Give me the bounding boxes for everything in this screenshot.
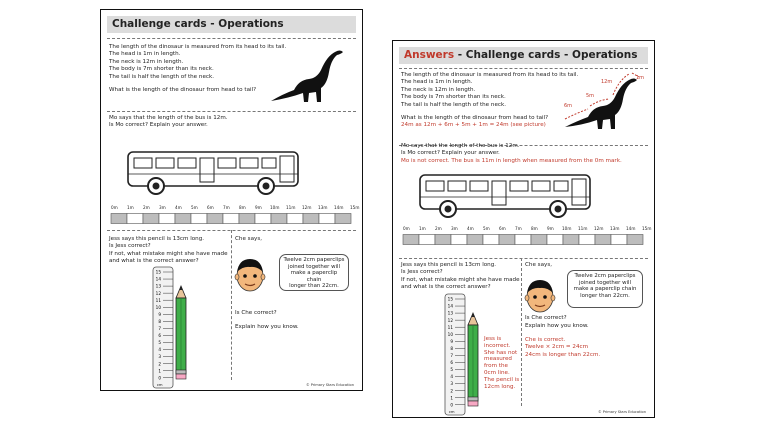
section-divider xyxy=(231,230,232,380)
boy-face-icon xyxy=(233,256,267,294)
ruler-label: 12m xyxy=(302,205,312,210)
ruler-cell xyxy=(287,214,303,224)
ruler-cell xyxy=(435,235,451,245)
ruler-cell xyxy=(515,235,531,245)
bus-text: Mo says that the length of the bus is 12m. Is Mo correct? Explain your answer. Mo is not correct. The bus is 11m in length when measured from the 0m mark. xyxy=(401,143,622,164)
cm-ruler-label: 4 xyxy=(450,374,453,380)
ruler-cell xyxy=(563,235,579,245)
ruler-label: 11m xyxy=(578,226,588,231)
ruler-cell xyxy=(207,214,223,224)
dinosaur-icon xyxy=(269,46,347,104)
pencil-icon xyxy=(175,286,187,380)
ruler-cell xyxy=(627,235,643,245)
ruler-label: 3m xyxy=(451,226,458,231)
bus-icon xyxy=(126,146,304,198)
ruler-cell xyxy=(271,214,287,224)
ruler-label: 7m xyxy=(515,226,522,231)
ruler-cell xyxy=(303,214,319,224)
ruler-label: 0m xyxy=(111,205,118,210)
cm-ruler-label: 13 xyxy=(447,310,453,316)
cm-ruler-label: 11 xyxy=(155,297,161,303)
ruler-label: 5m xyxy=(483,226,490,231)
cm-ruler-label: 3 xyxy=(450,381,453,387)
ruler-label: 1m xyxy=(419,226,426,231)
ruler-cell xyxy=(143,214,159,224)
ruler-cell xyxy=(547,235,563,245)
ruler-cell xyxy=(499,235,515,245)
ruler-label: 3m xyxy=(159,205,166,210)
ruler-cell xyxy=(335,214,351,224)
cm-ruler-label: 6 xyxy=(158,333,161,339)
cm-ruler-label: 2 xyxy=(450,388,453,394)
cm-ruler-label: 10 xyxy=(447,331,453,337)
ruler-cell xyxy=(531,235,547,245)
cm-ruler-label: 0 xyxy=(450,402,453,408)
dino-neck-label: 12m xyxy=(601,79,613,85)
ruler-cell xyxy=(451,235,467,245)
cm-ruler-label: 8 xyxy=(158,318,161,324)
cm-ruler-label: 8 xyxy=(450,345,453,351)
ruler-label: 10m xyxy=(270,205,280,210)
ruler-cell xyxy=(239,214,255,224)
ruler-label: 2m xyxy=(435,226,442,231)
cm-ruler-label: 4 xyxy=(158,347,161,353)
dino-tail-label: 6m xyxy=(564,103,573,109)
ruler-cell xyxy=(175,214,191,224)
ruler-label: 9m xyxy=(547,226,554,231)
cm-ruler-label: 7 xyxy=(450,353,453,358)
metre-ruler xyxy=(403,234,643,245)
dino-head-label: 1m xyxy=(636,75,645,81)
section-divider xyxy=(521,258,522,406)
challenge-sheet xyxy=(100,9,363,391)
ruler-label: 8m xyxy=(239,205,246,210)
ruler-label: 4m xyxy=(467,226,474,231)
speech-bubble: Twelve 2cm paperclips joined together will make a paperclip chain longer than 22cm. xyxy=(567,270,643,308)
dino-body-label: 5m xyxy=(586,93,595,99)
cm-ruler-label: 14 xyxy=(155,276,161,282)
footer-credit: © Primary Stars Education xyxy=(305,383,354,387)
cm-ruler-label: 13 xyxy=(155,283,161,289)
ruler-label: 8m xyxy=(531,226,538,231)
ruler-label: 12m xyxy=(594,226,604,231)
cm-ruler-label: 1 xyxy=(450,395,453,401)
che-answer: Che is correct. Twelve × 2cm = 24cm 24cm is longer than 22cm. xyxy=(525,337,601,358)
pencil-text: Jess says this pencil is 13cm long. Is Jess correct? If not, what mistake might she have made and what is the correct answer? xyxy=(401,262,520,291)
cm-ruler-label: 14 xyxy=(447,303,453,309)
che-explain: Explain how you know. xyxy=(525,323,589,329)
footer-credit: © Primary Stars Education xyxy=(597,410,646,414)
ruler-label: 14m xyxy=(626,226,636,231)
ruler-cell xyxy=(579,235,595,245)
ruler-label: 9m xyxy=(255,205,262,210)
ruler-label: 13m xyxy=(318,205,328,210)
ruler-label: 2m xyxy=(143,205,150,210)
pencil-answer: Jess is incorrect. She has not measured from the 0cm line. The pencil is 12cm long. xyxy=(484,336,520,390)
cm-ruler-label: 11 xyxy=(447,324,453,330)
ruler-label: 1m xyxy=(127,205,134,210)
ruler-cell xyxy=(127,214,143,224)
ruler-cell xyxy=(159,214,175,224)
ruler-label: 10m xyxy=(562,226,572,231)
answers-sheet xyxy=(392,40,655,418)
ruler-label: 6m xyxy=(207,205,214,210)
che-says: Che says, xyxy=(235,236,263,242)
che-explain: Explain how you know. xyxy=(235,324,299,330)
sheet-title: Answers - Challenge cards - Operations xyxy=(399,47,648,64)
ruler-label: 5m xyxy=(191,205,198,210)
ruler-cell xyxy=(255,214,271,224)
dinosaur-text: The length of the dinosaur is measured from its head to its tail. The head is 1m in length. The neck is 12m in length. The body is 7m shorter than its neck. The tail is half the length of the neck. What is the length of the dinosaur from head to tail? xyxy=(109,44,287,94)
cm-ruler-label: 12 xyxy=(447,317,453,323)
ruler-cell xyxy=(403,235,419,245)
ruler-label: 4m xyxy=(175,205,182,210)
cm-ruler-unit: cm xyxy=(157,383,163,387)
metre-ruler xyxy=(111,213,351,224)
bus-answer: Mo is not correct. The bus is 11m in length when measured from the 0m mark. xyxy=(401,157,622,164)
bus-icon xyxy=(418,169,596,221)
cm-ruler-label: 3 xyxy=(158,354,161,360)
ruler-cell xyxy=(319,214,335,224)
ruler-label: 15m xyxy=(642,226,652,231)
bus-text: Mo says that the length of the bus is 12m. Is Mo correct? Explain your answer. xyxy=(109,115,228,129)
dinosaur-answer: 24m as 12m + 6m + 5m + 1m = 24m (see picture) xyxy=(401,122,546,129)
che-question: Is Che correct? xyxy=(525,315,567,321)
cm-ruler-label: 0 xyxy=(158,375,161,381)
cm-ruler-label: 10 xyxy=(155,304,161,310)
ruler-cell xyxy=(611,235,627,245)
ruler-label: 13m xyxy=(610,226,620,231)
ruler-cell xyxy=(483,235,499,245)
cm-ruler-label: 7 xyxy=(158,326,161,331)
ruler-label: 7m xyxy=(223,205,230,210)
ruler-cell xyxy=(595,235,611,245)
speech-bubble: Twelve 2cm paperclips joined together will make a paperclip chain longer than 22cm. xyxy=(279,254,349,291)
ruler-cell xyxy=(223,214,239,224)
pencil-text: Jess says this pencil is 13cm long. Is Jess correct? If not, what mistake might she have made and what is the correct answer? xyxy=(109,236,228,265)
che-question: Is Che correct? xyxy=(235,310,277,316)
cm-ruler-label: 12 xyxy=(155,290,161,296)
cm-ruler-label: 6 xyxy=(450,360,453,366)
cm-ruler-label: 1 xyxy=(158,368,161,374)
sheet-title: Challenge cards - Operations xyxy=(107,16,356,33)
boy-face-icon xyxy=(523,277,557,315)
cm-ruler-label: 9 xyxy=(450,338,453,344)
cm-ruler-label: 5 xyxy=(158,340,161,346)
ruler-cell xyxy=(111,214,127,224)
ruler-label: 0m xyxy=(403,226,410,231)
cm-ruler-label: 2 xyxy=(158,361,161,367)
ruler-label: 11m xyxy=(286,205,296,210)
che-says: Che says, xyxy=(525,262,553,268)
ruler-cell xyxy=(419,235,435,245)
cm-ruler-label: 5 xyxy=(450,367,453,373)
cm-ruler-unit: cm xyxy=(449,410,455,414)
ruler-label: 15m xyxy=(350,205,360,210)
ruler-cell xyxy=(467,235,483,245)
cm-ruler-label: 15 xyxy=(447,296,453,302)
ruler-label: 14m xyxy=(334,205,344,210)
ruler-cell xyxy=(191,214,207,224)
ruler-label: 6m xyxy=(499,226,506,231)
cm-ruler-label: 9 xyxy=(158,311,161,317)
dinosaur-text: The length of the dinosaur is measured from its head to its tail. The head is 1m in length. The neck is 12m in length. The body is 7m shorter than its neck. The tail is half the length of the neck. What is the length of the dinosaur from head to tail? 24m as 12m + 6m + 5m + 1m = 24m (see picture) xyxy=(401,72,579,129)
cm-ruler-label: 15 xyxy=(155,269,161,275)
pencil-icon xyxy=(467,313,479,407)
